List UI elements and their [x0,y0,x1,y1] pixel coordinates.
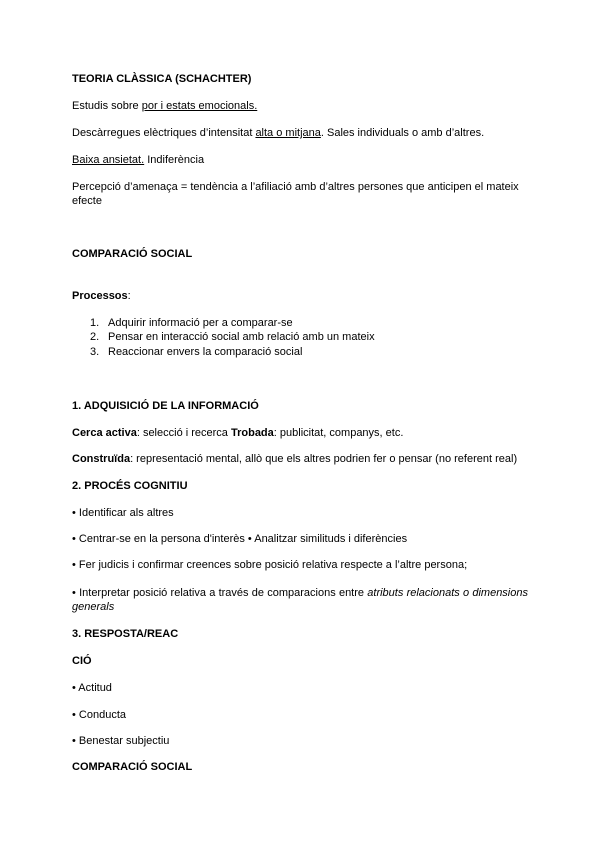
paragraph-text: : selecció i recerca [136,427,231,439]
bullet-item: • Centrar-se en la persona d'interès • Analitzar similituds i diferències [72,533,408,545]
bold-term: Construïda [72,453,131,465]
heading-comparacio-social-2: COMPARACIÓ SOCIAL [72,761,193,773]
paragraph-baixa-ansietat [72,153,204,167]
list-number: 3. [90,346,100,358]
paragraph-text: Estudis sobre [72,100,142,112]
processos-colon: : [127,290,131,302]
paragraph-text: Indiferència [144,154,205,166]
paragraph-text: • Interpretar posició relativa a través de comparacions entre [72,587,368,599]
bullet-item: • Identificar als altres [72,507,174,519]
underlined-text: alta o mitjana [255,127,321,139]
heading-resposta-part1: 3. RESPOSTA/REAC [72,628,179,640]
bullet-item: • Actitud [72,682,112,694]
paragraph-percepcio: Percepció d’amenaça = tendència a l’afiliació amb d’altres persones que anticipen el mateix efecte [72,181,519,207]
heading-comparacio-social: COMPARACIÓ SOCIAL [72,248,193,260]
paragraph-text: Descàrregues elèctriques d’intensitat [72,127,256,139]
paragraph-estudis [72,99,257,113]
heading-proces-cognitiu: 2. PROCÉS COGNITIU [72,480,188,492]
bullet-item-interpretar [72,586,528,614]
paragraph-text: . Sales individuals o amb d’altres. [320,127,485,139]
list-text: Reaccionar envers la comparació social [108,346,303,358]
paragraph-text: : publicitat, companys, etc. [273,427,404,439]
bullet-item: • Benestar subjectiu [72,735,170,747]
bold-term: Trobada [230,427,274,439]
heading-adquisicio: 1. ADQUISICIÓ DE LA INFORMACIÓ [72,400,259,412]
bold-term: Cerca activa [72,427,137,439]
paragraph-text: : representació mental, allò que els altres podrien fer o pensar (no referent real) [130,453,518,465]
heading-teoria-classica: TEORIA CLÀSSICA (SCHACHTER) [72,73,252,85]
list-number: 2. [90,331,100,343]
underlined-text: por i estats emocionals. [141,100,258,112]
heading-resposta-part2: CIÓ [72,655,92,667]
paragraph-construida [72,452,517,466]
processos-label-line [72,289,131,303]
list-number: 1. [90,317,100,329]
bullet-item: • Conducta [72,709,126,721]
paragraph-cerca-activa [72,426,403,440]
paragraph-descarregues [72,126,484,140]
underlined-text: Baixa ansietat. [72,154,145,166]
processos-label: Processos [72,290,128,302]
list-text: Adquirir informació per a comparar-se [108,317,293,329]
bullet-item: • Fer judicis i confirmar creences sobre posició relativa respecte a l’altre persona; [72,559,468,571]
list-text: Pensar en interacció social amb relació amb un mateix [108,331,375,343]
italic-text: atributs relacionats o dimensions generals [72,587,528,613]
